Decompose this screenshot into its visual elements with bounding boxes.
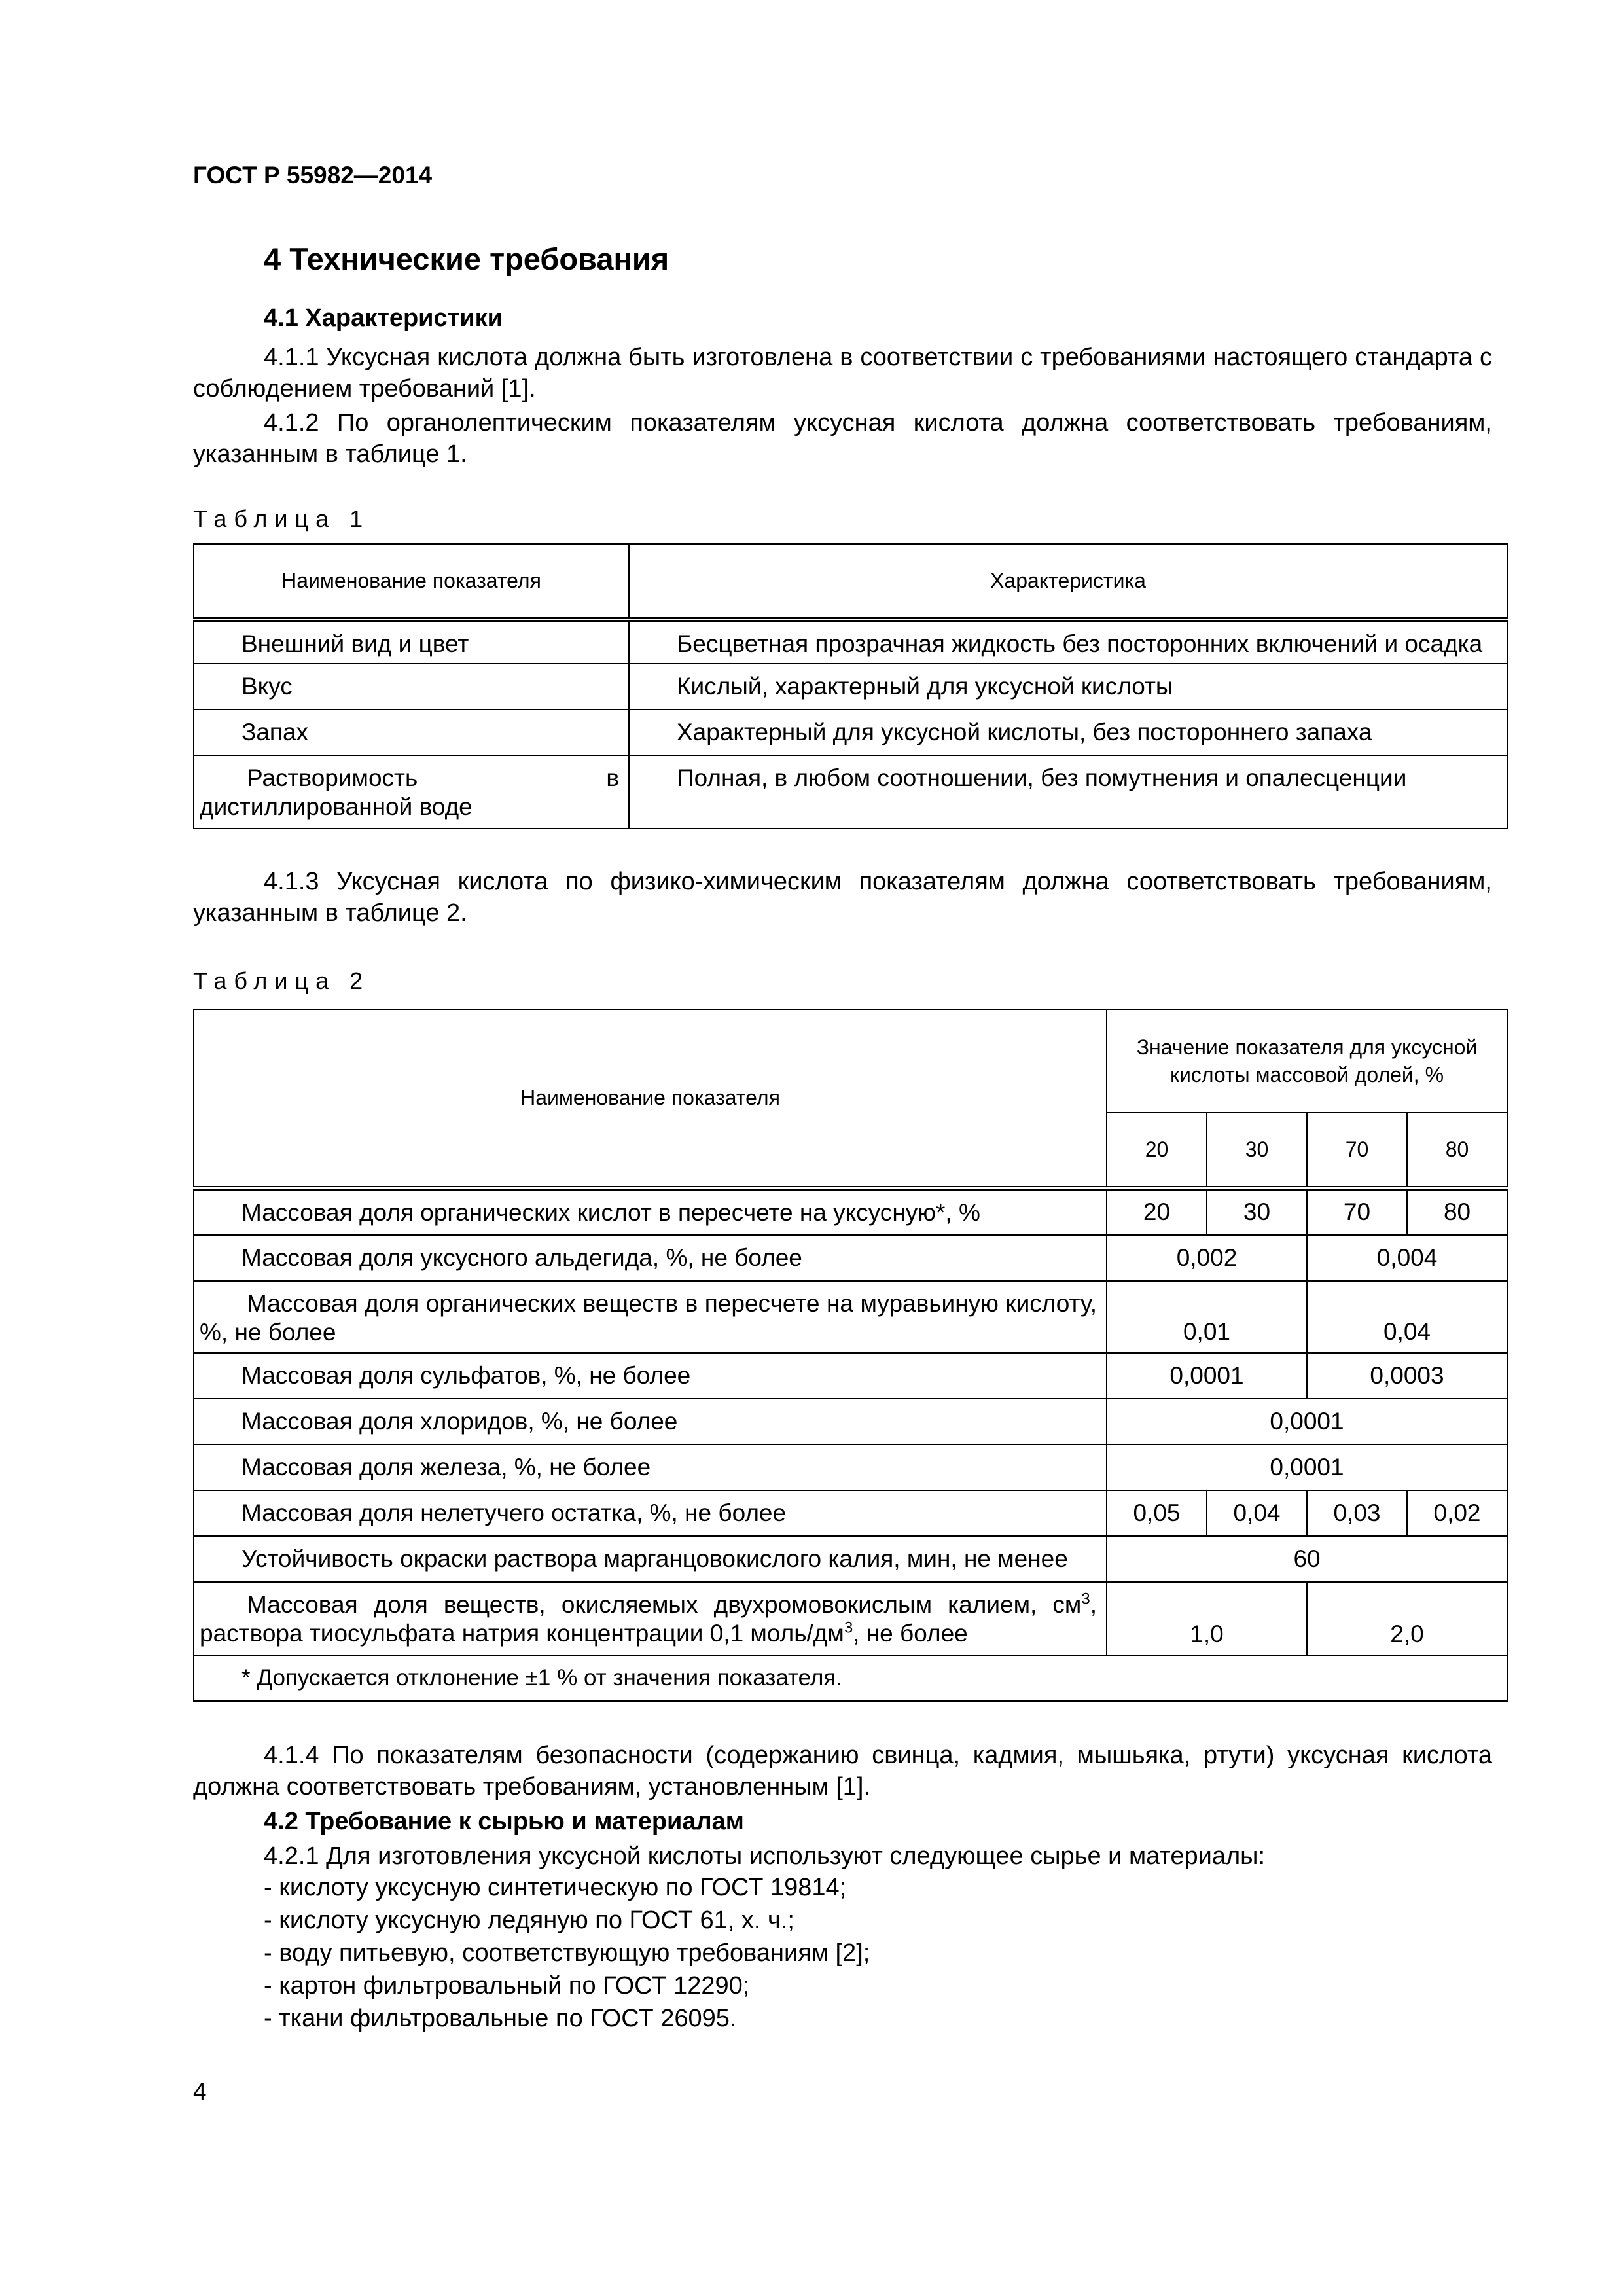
table-row xyxy=(194,1281,1507,1353)
table-2-footnote: * Допускается отклонение ±1 % от значения показателя. xyxy=(194,1655,1507,1701)
table-2-sub-70: 70 xyxy=(1307,1113,1407,1188)
list-item: - ткани фильтровальные по ГОСТ 26095. xyxy=(264,2005,737,2032)
document-header: ГОСТ Р 55982—2014 xyxy=(193,162,433,188)
table-cell: Массовая доля уксусного альдегида, %, не более xyxy=(194,1235,1107,1281)
table-cell: 0,04 xyxy=(1207,1490,1307,1536)
section-4-1-title: 4.1 Характеристики xyxy=(264,304,503,332)
superscript: 3 xyxy=(844,1619,853,1637)
table-cell: 30 xyxy=(1207,1188,1307,1235)
table-row xyxy=(194,1235,1507,1281)
table-1-caption: Таблица 1 xyxy=(193,505,370,532)
table-cell: 0,0003 xyxy=(1307,1353,1507,1399)
list-item: - кислоту уксусную ледяную по ГОСТ 61, х. ч.; xyxy=(264,1907,794,1934)
table-cell: 0,03 xyxy=(1307,1490,1407,1536)
table-2-group-header: Значение показателя для уксусной кислоты массовой долей, % xyxy=(1107,1009,1507,1113)
cell-text-part: Массовая доля веществ, окисляемых двухромовокислым калием, см xyxy=(247,1591,1082,1618)
table-row xyxy=(194,1490,1507,1536)
table-cell: 1,0 xyxy=(1107,1582,1307,1655)
table-cell: 0,01 xyxy=(1107,1281,1307,1353)
table-cell: Кислый, характерный для уксусной кислоты xyxy=(629,664,1507,709)
table-cell: 0,002 xyxy=(1107,1235,1307,1281)
table-cell: 0,0001 xyxy=(1107,1444,1507,1490)
table-row xyxy=(194,1582,1507,1655)
table-cell: Полная, в любом соотношении, без помутнения и опалесценции xyxy=(629,755,1507,829)
table-cell: 80 xyxy=(1407,1188,1507,1235)
table-2-sub-80: 80 xyxy=(1407,1113,1507,1188)
table-cell: 20 xyxy=(1107,1188,1207,1235)
table-cell: 0,0001 xyxy=(1107,1399,1507,1444)
table-cell: Устойчивость окраски раствора марганцовокислого калия, мин, не менее xyxy=(194,1536,1107,1582)
superscript: 3 xyxy=(1081,1590,1090,1608)
section-4-2-title: 4.2 Требование к сырью и материалам xyxy=(264,1808,744,1835)
table-cell: Массовая доля сульфатов, %, не более xyxy=(194,1353,1107,1399)
table-row xyxy=(194,1399,1507,1444)
table-row xyxy=(194,619,1507,664)
table-row xyxy=(194,1536,1507,1582)
table-2-header-row xyxy=(194,1009,1507,1113)
table-row xyxy=(194,664,1507,709)
table-cell: 70 xyxy=(1307,1188,1407,1235)
table-cell: Внешний вид и цвет xyxy=(194,619,629,664)
table-2 xyxy=(193,1009,1508,1702)
table-cell: 0,004 xyxy=(1307,1235,1507,1281)
table-cell: Массовая доля нелетучего остатка, %, не более xyxy=(194,1490,1107,1536)
list-item: - кислоту уксусную синтетическую по ГОСТ 19814; xyxy=(264,1874,847,1901)
table-row xyxy=(194,1188,1507,1235)
paragraph-4-1-2: 4.1.2 По органолептическим показателям уксусная кислота должна соответствовать требованиям, указанным в таблице 1. xyxy=(193,409,1492,468)
table-cell: Запах xyxy=(194,709,629,755)
cell-text-part: , не более xyxy=(853,1620,968,1647)
table-1-col-characteristic: Характеристика xyxy=(629,544,1507,619)
table-cell: Массовая доля железа, %, не более xyxy=(194,1444,1107,1490)
table-cell: 2,0 xyxy=(1307,1582,1507,1655)
table-2-col-name: Наименование показателя xyxy=(194,1009,1107,1188)
table-cell xyxy=(194,1582,1107,1655)
table-1 xyxy=(193,543,1508,829)
table-1-col-name: Наименование показателя xyxy=(194,544,629,619)
paragraph-4-1-1: 4.1.1 Уксусная кислота должна быть изготовлена в соответствии с требованиями настоящего стандарта с соблюдением требований [1]. xyxy=(193,344,1492,403)
table-row xyxy=(194,1444,1507,1490)
table-2-caption: Таблица 2 xyxy=(193,967,370,994)
table-2-sub-30: 30 xyxy=(1207,1113,1307,1188)
paragraph-4-1-3: 4.1.3 Уксусная кислота по физико-химическим показателям должна соответствовать требованиям, указанным в таблице 2. xyxy=(193,868,1492,927)
table-row xyxy=(194,709,1507,755)
table-cell: Массовая доля хлоридов, %, не более xyxy=(194,1399,1107,1444)
table-row xyxy=(194,755,1507,829)
table-1-header-row xyxy=(194,544,1507,619)
table-cell: 60 xyxy=(1107,1536,1507,1582)
table-cell: Массовая доля органических веществ в пересчете на муравьиную кислоту, %, не более xyxy=(194,1281,1107,1353)
list-item: - воду питьевую, соответствующую требованиям [2]; xyxy=(264,1939,870,1967)
paragraph-4-1-4: 4.1.4 По показателям безопасности (содержанию свинца, кадмия, мышьяка, ртути) уксусная кислота должна соответствовать требованиям, установленным [1]. xyxy=(193,1742,1492,1801)
table-2-sub-20: 20 xyxy=(1107,1113,1207,1188)
table-cell: 0,04 xyxy=(1307,1281,1507,1353)
table-cell: Массовая доля органических кислот в пересчете на уксусную*, % xyxy=(194,1188,1107,1235)
table-note-row xyxy=(194,1655,1507,1701)
table-cell: Растворимость в дистиллированной воде xyxy=(194,755,629,829)
table-cell: 0,02 xyxy=(1407,1490,1507,1536)
table-cell: Характерный для уксусной кислоты, без постороннего запаха xyxy=(629,709,1507,755)
table-cell: Бесцветная прозрачная жидкость без посторонних включений и осадка xyxy=(629,619,1507,664)
table-cell: Вкус xyxy=(194,664,629,709)
page-number: 4 xyxy=(193,2078,207,2105)
table-cell: 0,0001 xyxy=(1107,1353,1307,1399)
section-4-title: 4 Технические требования xyxy=(264,242,669,276)
list-item: - картон фильтровальный по ГОСТ 12290; xyxy=(264,1972,750,2000)
paragraph-4-2-1: 4.2.1 Для изготовления уксусной кислоты используют следующее сырье и материалы: xyxy=(264,1842,1266,1870)
table-row xyxy=(194,1353,1507,1399)
table-cell: 0,05 xyxy=(1107,1490,1207,1536)
cell-text-part: , раствора тиосульфата натрия концентрации 0,1 моль/дм xyxy=(200,1591,1097,1647)
